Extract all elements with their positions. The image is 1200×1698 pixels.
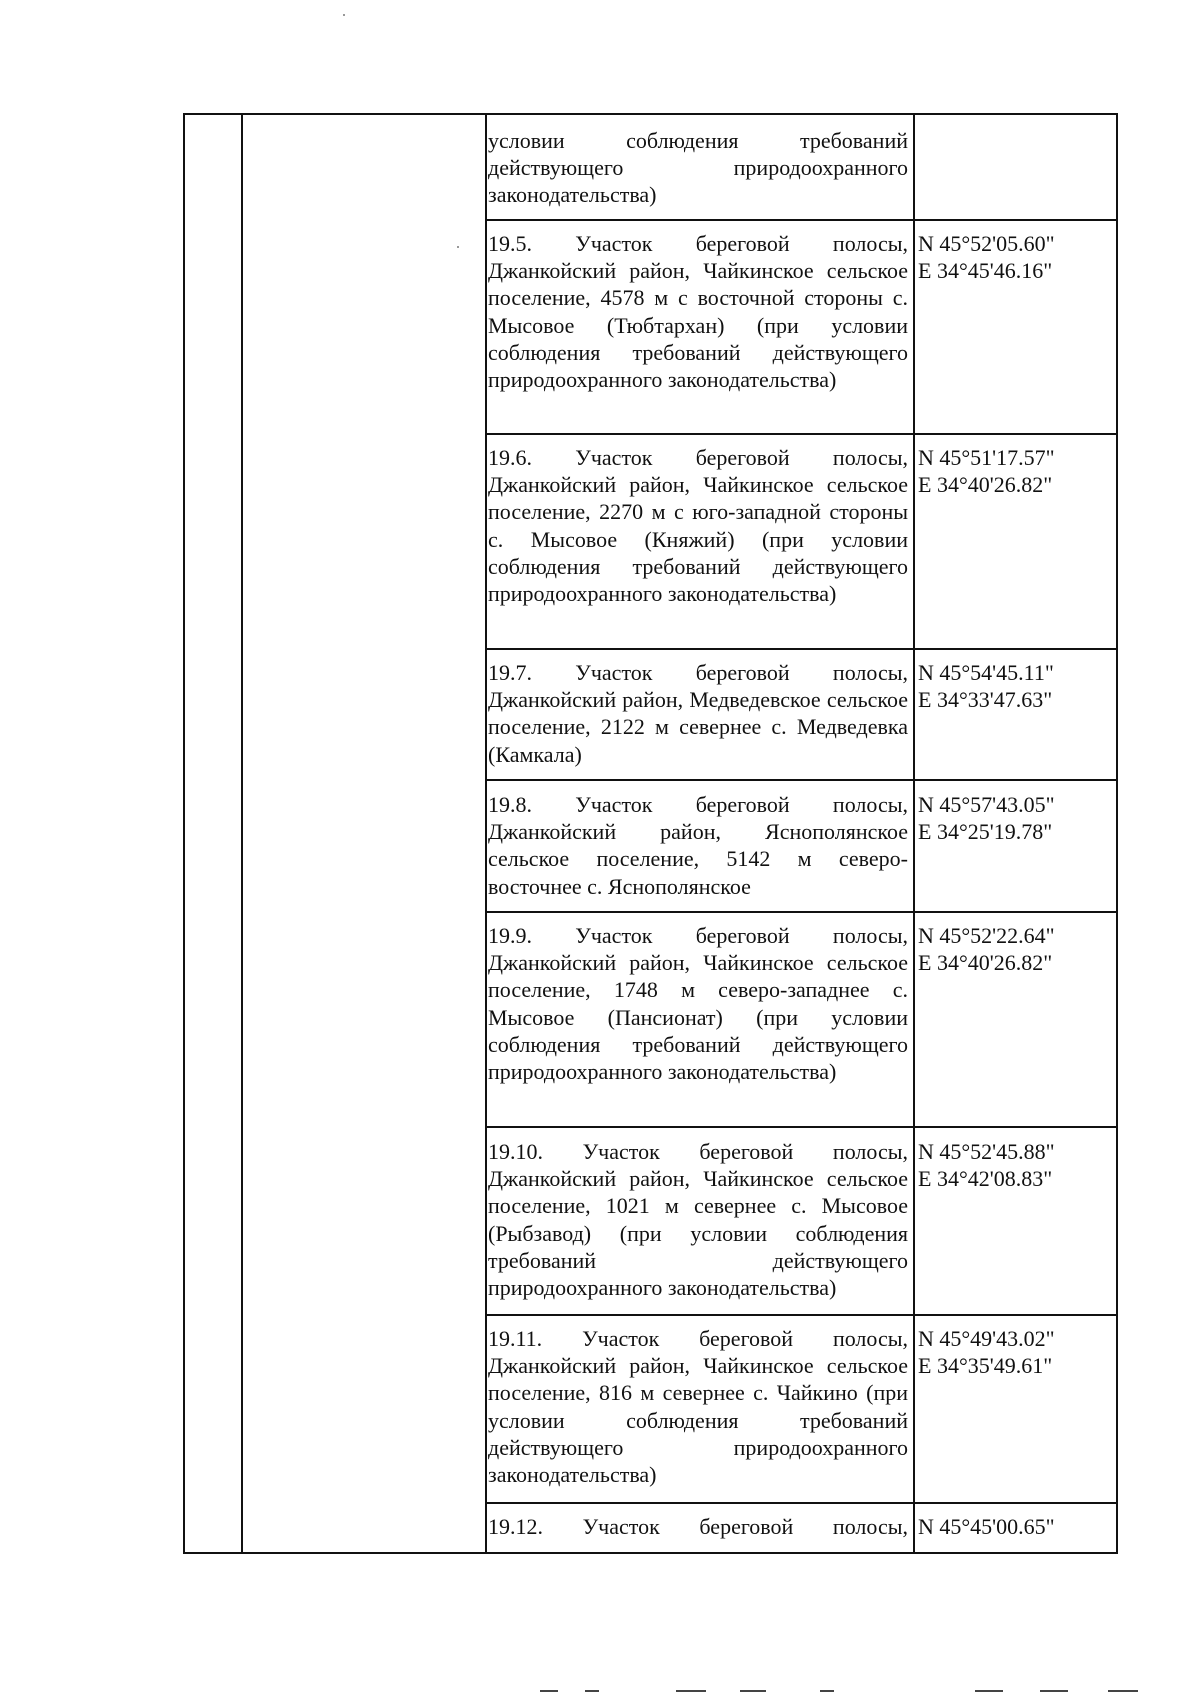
table-column-divider-1 <box>241 113 243 1554</box>
scan-artifact-dash <box>740 1690 766 1692</box>
coordinates <box>918 1513 1055 1540</box>
table-border-right <box>1116 113 1118 1554</box>
scan-artifact-dash <box>975 1690 1003 1692</box>
latitude: N 45°52'22.64" <box>918 923 1055 948</box>
coordinates <box>918 1138 1055 1192</box>
row-divider <box>485 911 1118 913</box>
scan-artifact-dash <box>820 1690 834 1692</box>
scan-artifact-dash <box>1108 1690 1138 1692</box>
latitude: N 45°49'43.02" <box>918 1326 1055 1351</box>
row-divider <box>485 1314 1118 1316</box>
row-description: 19.6. Участок береговой полосы, Джанкойский район, Чайкинское сельское поселение, 2270 м с юго-западной стороны с. Мысовое (Княжий) (при условии соблюдения требований действующего природоохранного законодательства) <box>488 445 908 607</box>
coordinates <box>918 659 1054 713</box>
latitude: N 45°52'45.88" <box>918 1139 1055 1164</box>
row-divider <box>485 648 1118 650</box>
latitude: N 45°57'43.05" <box>918 792 1055 817</box>
table-border-left <box>183 113 185 1554</box>
longitude: E 34°35'49.61" <box>918 1353 1053 1378</box>
scan-artifact-speck <box>343 14 345 16</box>
table-border-bottom <box>183 1552 1118 1554</box>
latitude: N 45°51'17.57" <box>918 445 1055 470</box>
table-column-divider-3 <box>913 113 915 1554</box>
longitude: E 34°42'08.83" <box>918 1166 1053 1191</box>
scan-artifact-speck <box>457 246 459 248</box>
scan-artifact-dash <box>585 1690 599 1692</box>
longitude: E 34°45'46.16" <box>918 258 1053 283</box>
row-divider <box>485 1126 1118 1128</box>
table-column-divider-2 <box>485 113 487 1554</box>
row-divider <box>485 433 1118 435</box>
longitude: E 34°33'47.63" <box>918 687 1053 712</box>
row-description: 19.9. Участок береговой полосы, Джанкойский район, Чайкинское сельское поселение, 1748 м северо-западнее с. Мысовое (Пансионат) (при условии соблюдения требований действующего природоохранного законодательства) <box>488 923 908 1085</box>
row-description: 19.11. Участок береговой полосы, Джанкойский район, Чайкинское сельское поселение, 816 м севернее с. Чайкино (при условии соблюдения требований действующего природоохранного законодательства) <box>488 1326 908 1488</box>
row-description: 19.5. Участок береговой полосы, Джанкойский район, Чайкинское сельское поселение, 4578 м с восточной стороны с. Мысовое (Тюбтархан) (при условии соблюдения требований действующего природоохранного законодательства) <box>488 231 908 393</box>
latitude: N 45°52'05.60" <box>918 231 1055 256</box>
longitude: E 34°40'26.82" <box>918 950 1053 975</box>
scan-artifact-dash <box>676 1690 706 1692</box>
latitude: N 45°54'45.11" <box>918 660 1054 685</box>
coordinates <box>918 922 1055 976</box>
longitude: E 34°25'19.78" <box>918 819 1053 844</box>
row-description: 19.12. Участок береговой полосы, <box>488 1514 908 1539</box>
row-divider <box>485 1502 1118 1504</box>
scan-artifact-dash <box>1040 1690 1068 1692</box>
row-description: 19.10. Участок береговой полосы, Джанкойский район, Чайкинское сельское поселение, 1021 м севернее с. Мысовое (Рыбзавод) (при условии соблюдения требований действующего природоохранного законодательства) <box>488 1139 908 1301</box>
row-description: 19.7. Участок береговой полосы, Джанкойский район, Медведевское сельское поселение, 2122 м севернее с. Медведевка (Камкала) <box>488 660 908 767</box>
row-description: условии соблюдения требований действующего природоохранного законодательства) <box>488 128 908 208</box>
coordinates <box>918 1325 1055 1379</box>
latitude: N 45°45'00.65" <box>918 1514 1055 1539</box>
scan-artifact-dash <box>540 1690 558 1692</box>
longitude: E 34°40'26.82" <box>918 472 1053 497</box>
row-divider <box>485 779 1118 781</box>
coordinates <box>918 791 1055 845</box>
row-divider <box>485 219 1118 221</box>
coordinates <box>918 230 1055 284</box>
table-border-top <box>183 113 1118 115</box>
coordinates <box>918 444 1055 498</box>
row-description: 19.8. Участок береговой полосы, Джанкойский район, Яснополянское сельское поселение, 5142 м северо-восточнее с. Яснополянское <box>488 792 908 899</box>
